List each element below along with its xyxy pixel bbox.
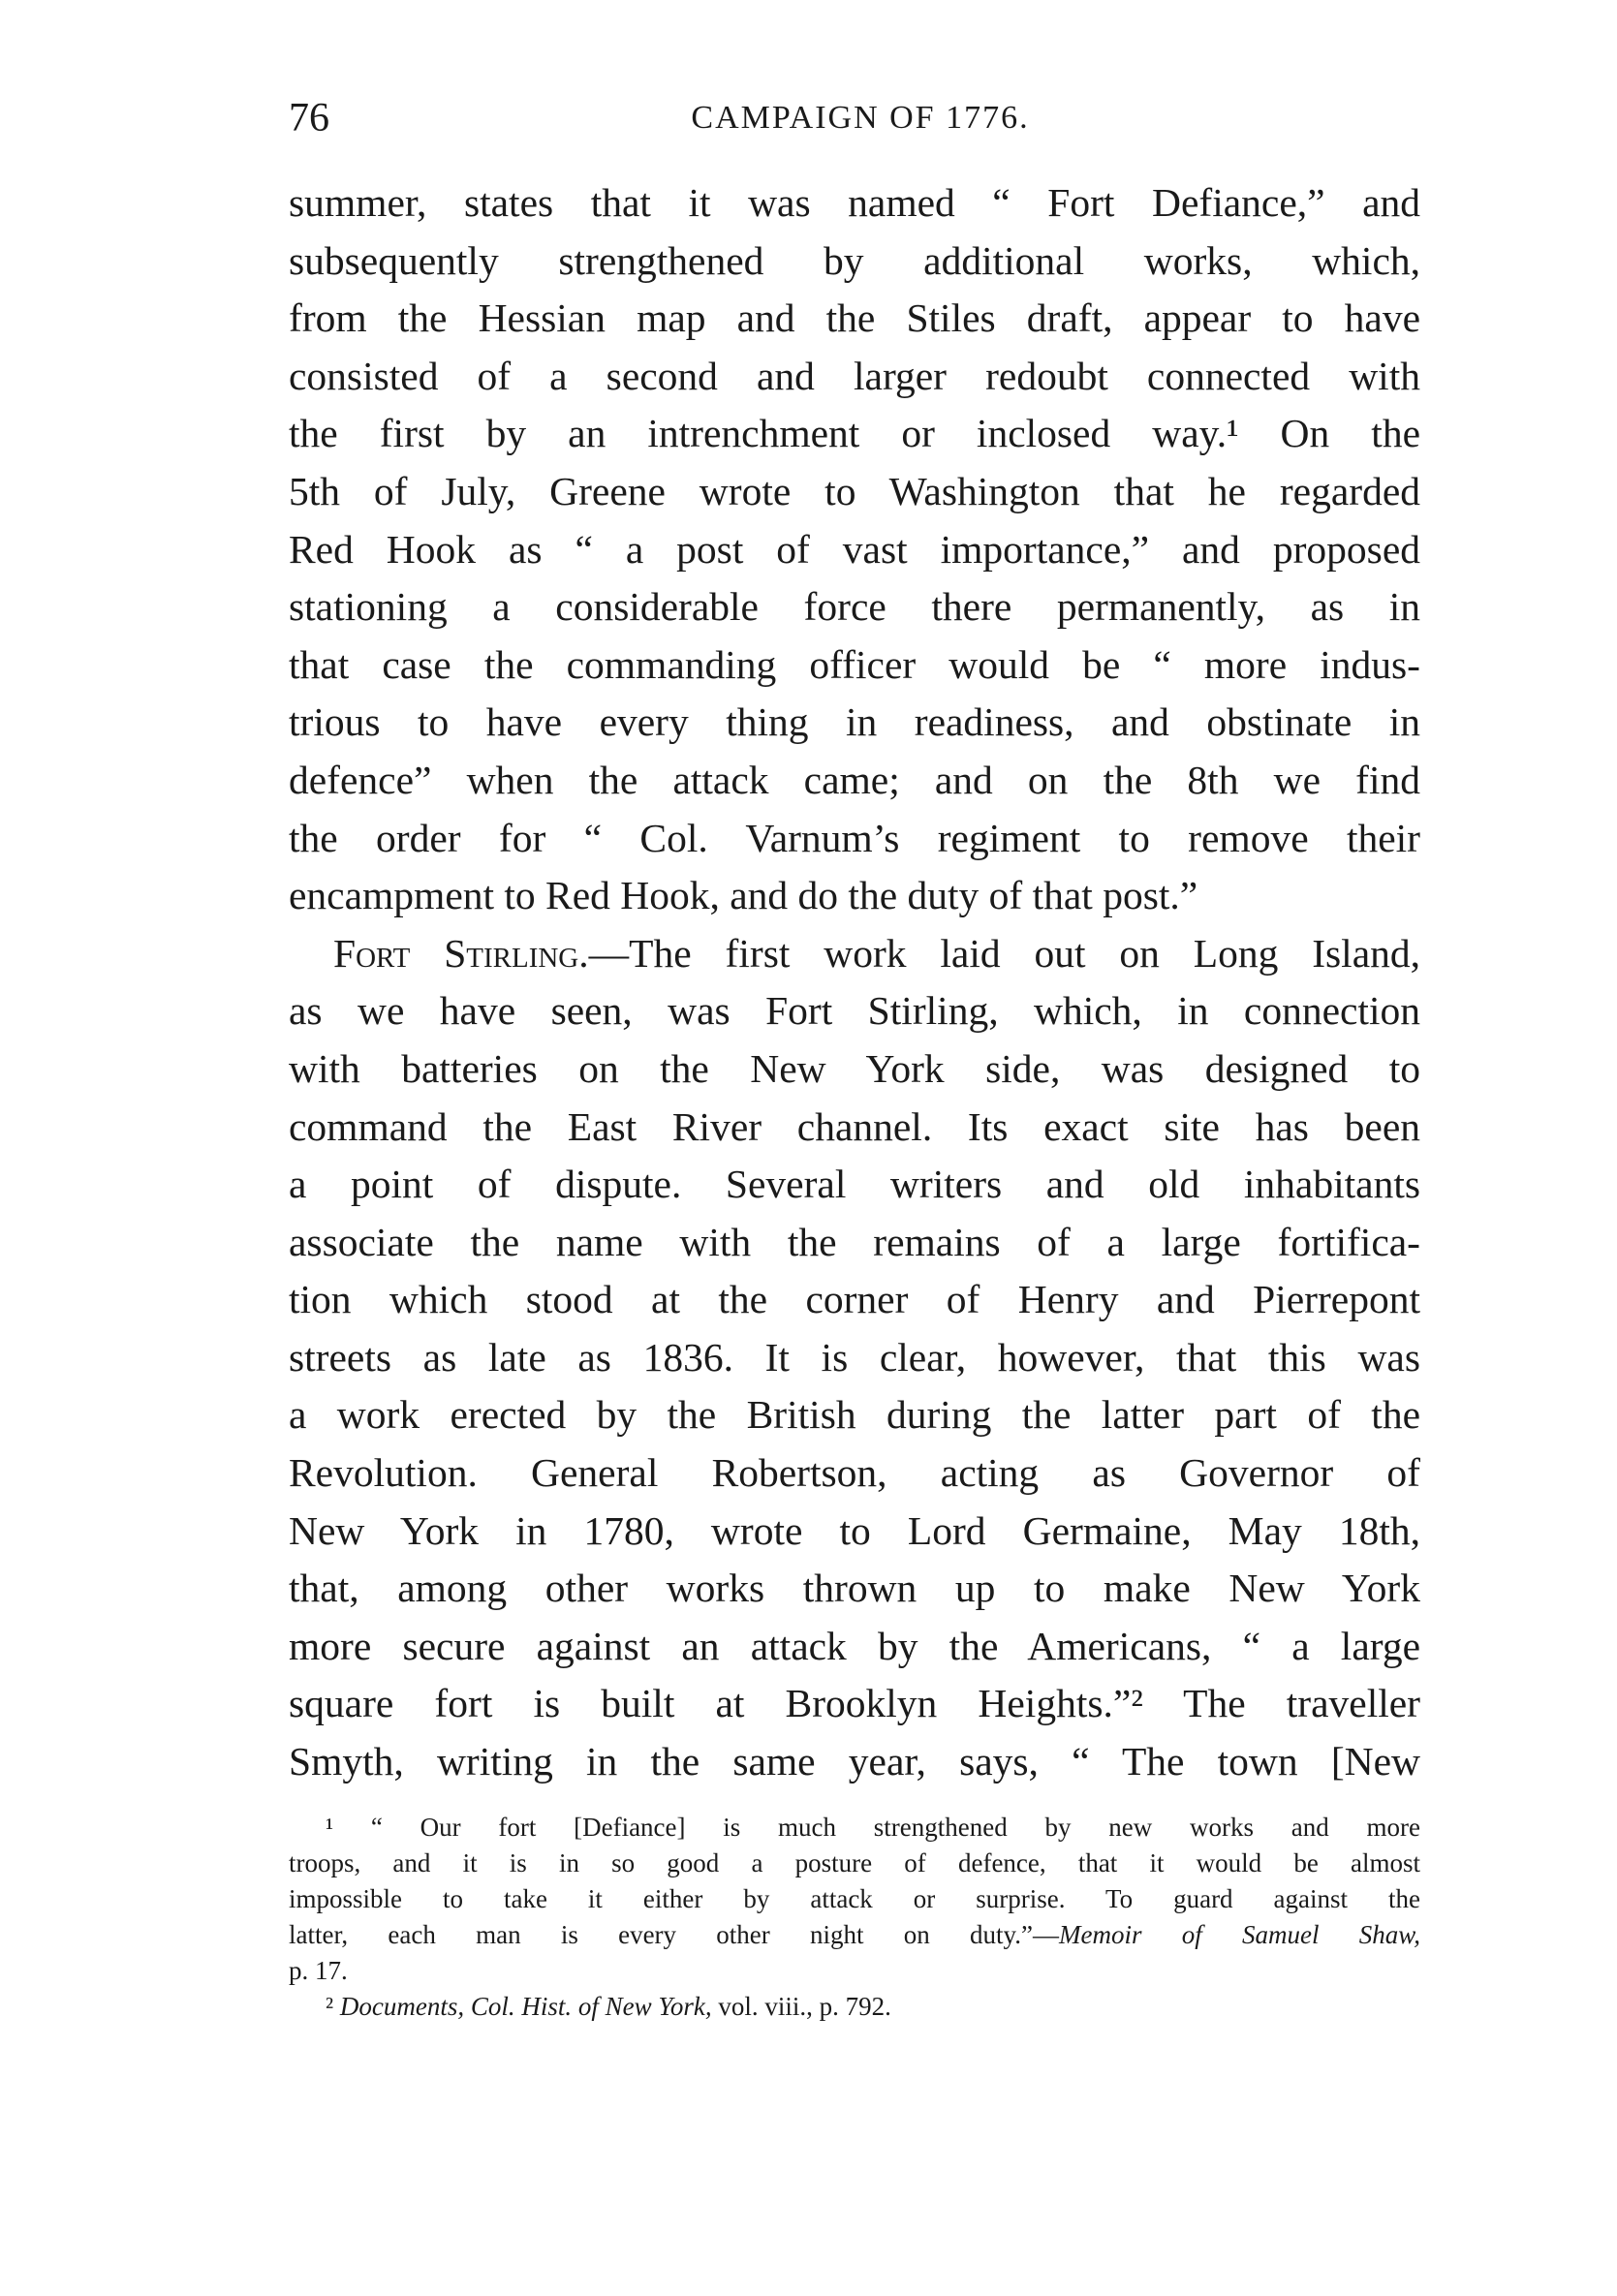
- body-line: summer, states that it was named “ Fort Defiance,” and: [289, 180, 1420, 225]
- section-heading: Fort Stirling.: [333, 930, 589, 976]
- footnote-line: [289, 1989, 1420, 2025]
- footnote-text: vol. viii., p. 792.: [711, 1992, 891, 2021]
- body-line: consisted of a second and larger redoubt connected with: [289, 353, 1420, 398]
- body-line: as we have seen, was Fort Stirling, which, in connection: [289, 988, 1420, 1034]
- footnote-marker: ²: [326, 1992, 340, 2021]
- body-line: a work erected by the British during the latter part of the: [289, 1392, 1420, 1438]
- footnote-line: [289, 1917, 1420, 1953]
- body-line: Red Hook as “ a post of vast importance,” and proposed: [289, 526, 1420, 572]
- footnote-citation: Documents, Col. Hist. of New York,: [339, 1992, 712, 2021]
- body-line: more secure against an attack by the Americans, “ a large: [289, 1623, 1420, 1668]
- footnote-text: latter, each man is every other night on duty.”—: [289, 1920, 1060, 1949]
- body-line: from the Hessian map and the Stiles draft, appear to have: [289, 295, 1420, 341]
- running-head: [289, 89, 1432, 147]
- body-line: the order for “ Col. Varnum’s regiment to remove their: [289, 815, 1420, 860]
- footnote-citation: Memoir of Samuel Shaw,: [1059, 1920, 1420, 1949]
- footnote-line: troops, and it is in so good a posture of defence, that it would be almost: [289, 1848, 1420, 1877]
- body-line: that case the commanding officer would be “ more indus-: [289, 641, 1420, 687]
- body-line: New York in 1780, wrote to Lord Germaine, May 18th,: [289, 1507, 1420, 1553]
- footnote-line: impossible to take it either by attack or surprise. To guard against the: [289, 1884, 1420, 1913]
- body-line: square fort is built at Brooklyn Heights.”² The traveller: [289, 1681, 1420, 1726]
- body-line: tion which stood at the corner of Henry and Pierrepont: [289, 1277, 1420, 1322]
- footnote-line: p. 17.: [289, 1956, 348, 1985]
- body-line: trious to have every thing in readiness, and obstinate in: [289, 699, 1420, 745]
- body-line: 5th of July, Greene wrote to Washington that he regarded: [289, 468, 1420, 513]
- body-text: [289, 174, 1420, 1791]
- body-line: the first by an intrenchment or inclosed way.¹ On the: [289, 411, 1420, 456]
- body-line: encampment to Red Hook, and do the duty of that post.”: [289, 873, 1198, 918]
- body-line: with batteries on the New York side, was designed to: [289, 1045, 1420, 1091]
- body-line: associate the name with the remains of a large fortifica-: [289, 1219, 1420, 1264]
- body-line: defence” when the attack came; and on the 8th we find: [289, 757, 1420, 802]
- running-title: CAMPAIGN OF 1776.: [691, 100, 1030, 136]
- body-line: Smyth, writing in the same year, says, “ The town [New: [289, 1739, 1420, 1784]
- body-line: command the East River channel. Its exact site has been: [289, 1103, 1420, 1149]
- body-line: streets as late as 1836. It is clear, however, that this was: [289, 1334, 1420, 1380]
- body-line: subsequently strengthened by additional works, which,: [289, 237, 1420, 283]
- body-line: that, among other works thrown up to make New York: [289, 1566, 1420, 1611]
- section-first-line-text: —The first work laid out on Long Island,: [588, 930, 1420, 976]
- footnote-line: ¹ “ Our fort [Defiance] is much strengthened by new works and more: [326, 1813, 1420, 1842]
- body-line: stationing a considerable force there permanently, as in: [289, 584, 1420, 630]
- body-line: a point of dispute. Several writers and old inhabitants: [289, 1162, 1420, 1207]
- section-first-line: [289, 925, 1420, 983]
- footnotes: [289, 1810, 1420, 2025]
- body-line: Revolution. General Robertson, acting as Governor of: [289, 1450, 1420, 1496]
- page-number: 76: [289, 96, 329, 140]
